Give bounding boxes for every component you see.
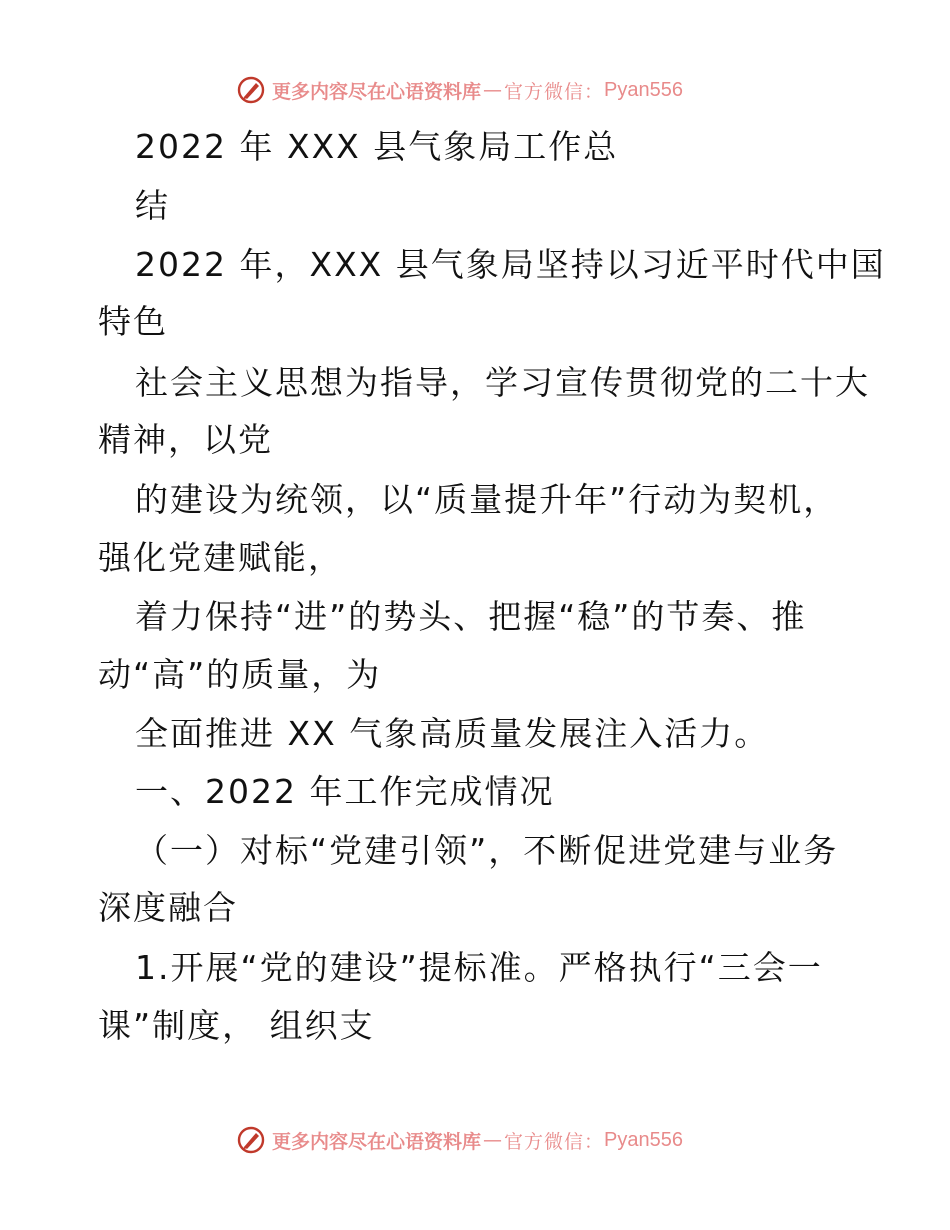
watermark-label: 官方微信： <box>504 80 605 103</box>
doc-text-line: 2022 年，XXX 县气象局坚持以习近平时代中国 <box>135 245 886 284</box>
subsection-heading: （一）对标“党建引领”，不断促进党建与业务 <box>135 831 839 870</box>
watermark-dash: — <box>483 79 503 101</box>
watermark-brand-text: 更多内容尽在心语资料库 <box>272 1130 482 1153</box>
doc-text-line: 特色 <box>98 302 168 341</box>
pen-quill-logo-icon <box>236 1125 266 1155</box>
section-heading: 一、2022 年工作完成情况 <box>135 772 555 811</box>
watermark-label: 官方微信： <box>504 1130 605 1153</box>
pen-quill-logo-icon <box>236 75 266 105</box>
doc-text-line: 全面推进 XX 气象高质量发展注入活力。 <box>135 714 770 753</box>
doc-text-line: 的建设为统领，以“质量提升年”行动为契机， <box>135 480 839 519</box>
header-watermark <box>236 74 683 106</box>
doc-text-line: 强化党建赋能， <box>98 538 343 577</box>
watermark-dash: — <box>483 1129 503 1151</box>
doc-text-line: 精神，以党 <box>98 420 273 459</box>
doc-text-line: 着力保持“进”的势头、把握“稳”的节奏、推 <box>135 597 807 636</box>
doc-title-line-2: 结 <box>135 186 170 225</box>
watermark-wechat-id: Pyan556 <box>604 78 683 101</box>
watermark-brand-text: 更多内容尽在心语资料库 <box>272 80 482 103</box>
doc-text-line: 课”制度， 组织支 <box>98 1006 375 1045</box>
doc-text-line: 社会主义思想为指导，学习宣传贯彻党的二十大 <box>135 363 870 402</box>
doc-text-line: 1.开展“党的建设”提标准。严格执行“三会一 <box>135 948 823 987</box>
footer-watermark <box>236 1124 683 1156</box>
subsection-heading-cont: 深度融合 <box>98 888 238 927</box>
doc-text-line: 动“高”的质量，为 <box>98 655 382 694</box>
watermark-wechat-id: Pyan556 <box>604 1128 683 1151</box>
doc-title-line-1: 2022 年 XXX 县气象局工作总 <box>135 127 619 166</box>
